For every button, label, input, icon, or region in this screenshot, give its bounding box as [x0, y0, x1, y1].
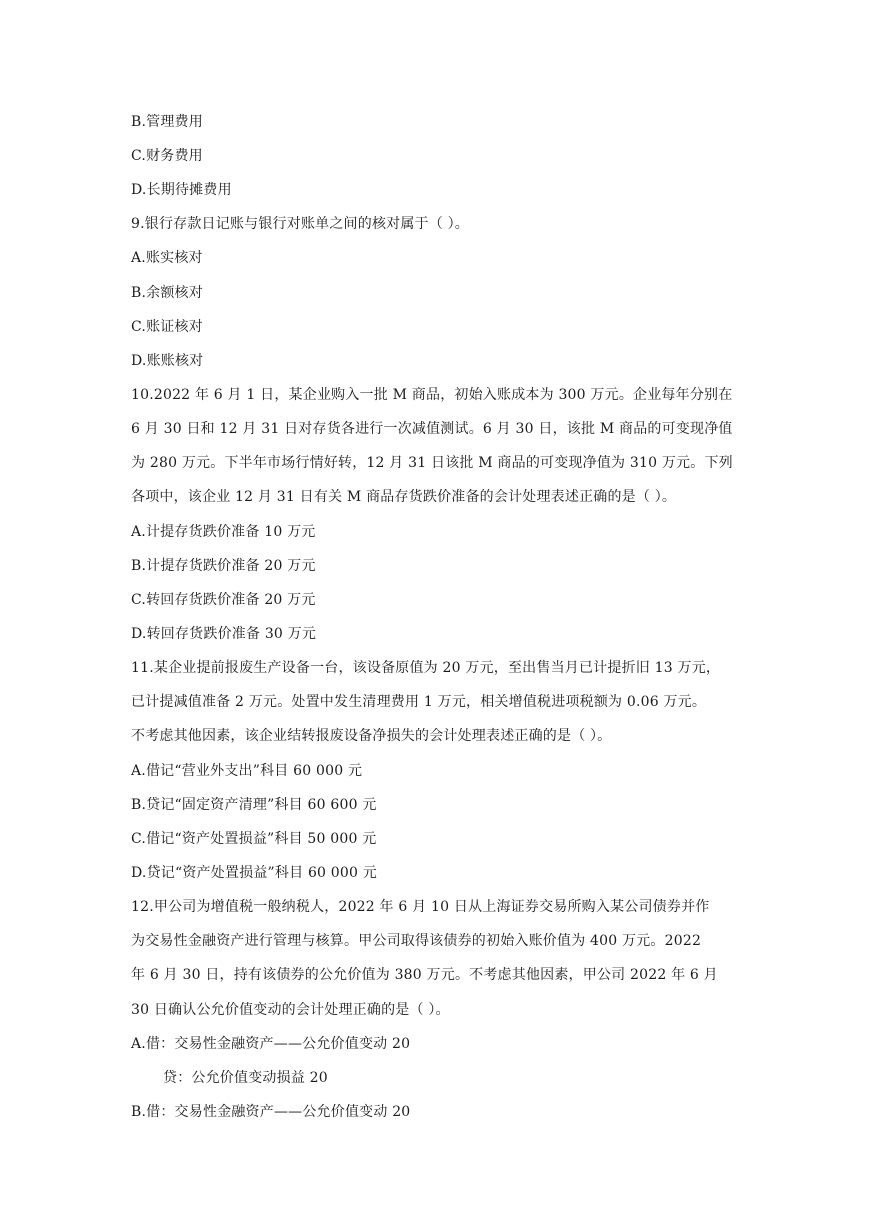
q10-stem-line-1: 10.2022 年 6 月 1 日，某企业购入一批 M 商品，初始入账成本为 300 万元。企业每年分别在: [131, 387, 733, 403]
q12-stem-line-2: 为交易性金融资产进行管理与核算。甲公司取得该债券的初始入账价值为 400 万元。2022: [131, 933, 702, 949]
q9-option-b: B.余额核对: [131, 285, 203, 301]
q10-option-c: C.转回存货跌价准备 20 万元: [131, 592, 316, 608]
q12-option-a-debit: A.借：交易性金融资产——公允价值变动 20: [131, 1036, 411, 1052]
q12-option-b-debit: B.借：交易性金融资产——公允价值变动 20: [131, 1104, 411, 1120]
q12-stem-line-1: 12.甲公司为增值税一般纳税人，2022 年 6 月 10 日从上海证券交易所购入某公司债券并作: [131, 899, 710, 915]
q12-option-a-credit: 贷：公允价值变动损益 20: [163, 1070, 328, 1086]
q10-option-b: B.计提存货跌价准备 20 万元: [131, 558, 316, 574]
q11-option-a: A.借记“营业外支出”科目 60 000 元: [131, 763, 363, 779]
q10-option-a: A.计提存货跌价准备 10 万元: [131, 524, 316, 540]
q11-stem-line-3: 不考虑其他因素，该企业结转报废设备净损失的会计处理表述正确的是（ ）。: [131, 728, 612, 744]
q10-option-d: D.转回存货跌价准备 30 万元: [131, 626, 317, 642]
q9-stem: 9.银行存款日记账与银行对账单之间的核对属于（ ）。: [131, 216, 470, 232]
q11-option-d: D.贷记“资产处置损益”科目 60 000 元: [131, 865, 377, 881]
q9-option-c: C.账证核对: [131, 319, 203, 335]
q11-option-c: C.借记“资产处置损益”科目 50 000 元: [131, 831, 377, 847]
q10-stem-line-4: 各项中，该企业 12 月 31 日有关 M 商品存货跌价准备的会计处理表述正确的是（ ）。: [131, 489, 677, 505]
q11-option-b: B.贷记“固定资产清理”科目 60 600 元: [131, 797, 377, 813]
q10-stem-line-2: 6 月 30 日和 12 月 31 日对存货各进行一次减值测试。6 月 30 日，该批 M 商品的可变现净值: [131, 421, 733, 437]
q8-option-d: D.长期待摊费用: [131, 182, 232, 198]
q12-stem-line-4: 30 日确认公允价值变动的会计处理正确的是（ ）。: [131, 1002, 450, 1018]
q8-option-c: C.财务费用: [131, 148, 203, 164]
q11-stem-line-2: 已计提减值准备 2 万元。处置中发生清理费用 1 万元，相关增值税进项税额为 0.06 万元。: [131, 694, 707, 710]
q10-stem-line-3: 为 280 万元。下半年市场行情好转，12 月 31 日该批 M 商品的可变现净值为 310 万元。下列: [131, 455, 733, 471]
q8-option-b: B.管理费用: [131, 114, 203, 130]
q9-option-a: A.账实核对: [131, 250, 203, 266]
q9-option-d: D.账账核对: [131, 353, 204, 369]
q11-stem-line-1: 11.某企业提前报废生产设备一台，该设备原值为 20 万元，至出售当月已计提折旧 13 万元，: [131, 660, 721, 676]
q12-stem-line-3: 年 6 月 30 日，持有该债券的公允价值为 380 万元。不考虑其他因素，甲公司 2022 年 6 月: [131, 967, 718, 983]
